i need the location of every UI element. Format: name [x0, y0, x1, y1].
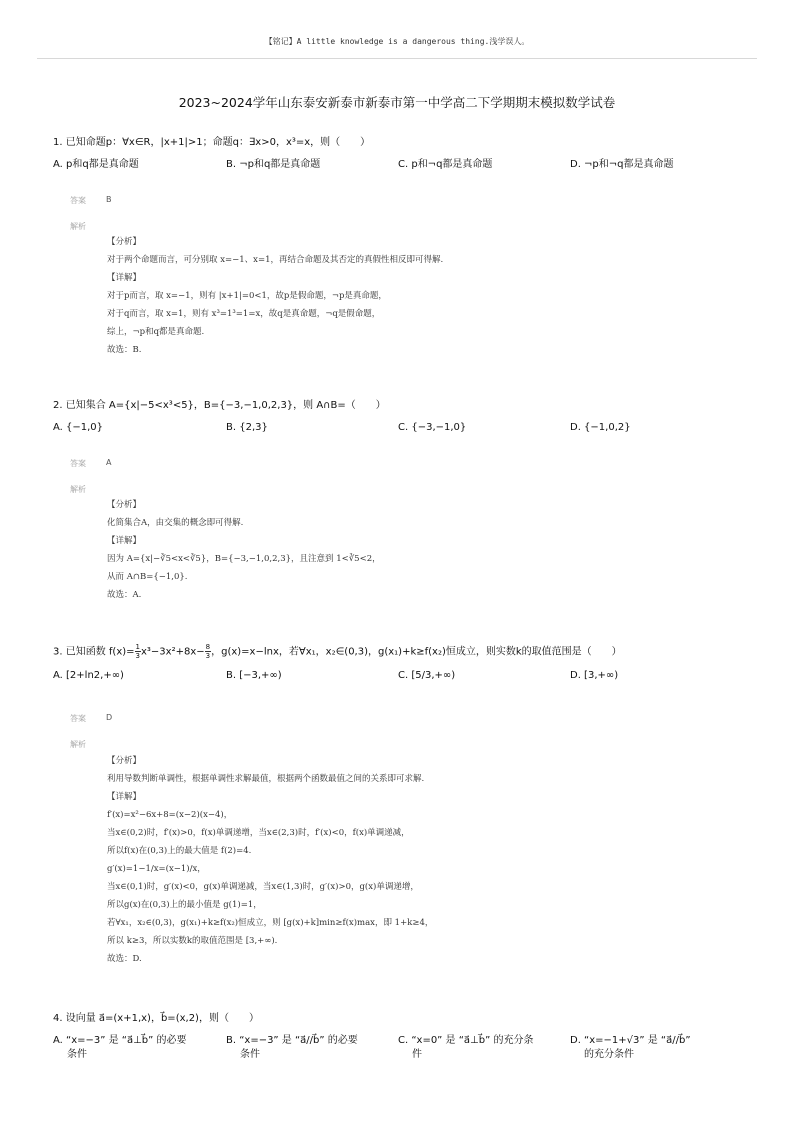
- q1-answer-label: 答案: [70, 196, 86, 205]
- q3-solution-line: 所以f(x)在(0,3)上的最大值是 f(2)=4.: [107, 846, 252, 856]
- exam-title: 2023~2024学年山东泰安新泰市新泰市第一中学高二下学期期末模拟数学试卷: [178, 95, 616, 110]
- q4-option-b-line: 条件: [240, 1049, 260, 1060]
- q1-solution-line: 对于q而言，取 x=1，则有 x³=1³=1=x，故q是真命题，¬q是假命题，: [107, 309, 381, 319]
- q4-option-c-line: C. “x=0” 是 “a⃗⊥b⃗” 的充分条: [398, 1035, 534, 1046]
- q3-solution-line: 【分析】: [107, 756, 142, 766]
- question-2-stem: 2. 已知集合 A={x|−5<x³<5}，B={−3,−1,0,2,3}，则 A∩B=（ ）: [53, 400, 386, 411]
- q1-option-a: A. p和q都是真命题: [53, 159, 139, 170]
- q2-solution-line: 【详解】: [107, 536, 142, 546]
- q3-solution-line: 当x∈(0,1)时，g′(x)<0，g(x)单调递减，当x∈(1,3)时，g′(x)>0，g(x)单调递增，: [107, 882, 419, 892]
- q2-answer-value: A: [106, 458, 112, 467]
- q3-fraction-denominator: 3: [135, 652, 140, 660]
- q2-option-d: D. {−1,0,2}: [570, 422, 631, 433]
- q2-solution-line: 从而 A∩B={−1,0}.: [107, 572, 188, 582]
- q4-option-b-line: B. “x=−3” 是 “a⃗//b⃗” 的必要: [226, 1035, 358, 1046]
- question-3-stem: [53, 643, 622, 660]
- q3-analysis-label: 解析: [70, 740, 86, 749]
- q3-fraction-denominator: 3: [205, 652, 211, 660]
- q1-solution-line: 【详解】: [107, 273, 142, 283]
- q1-option-b: B. ¬p和q都是真命题: [226, 159, 321, 170]
- q2-solution: [107, 496, 381, 604]
- q3-option-d: D. [3,+∞): [570, 670, 619, 681]
- q4-option-d: [570, 1034, 691, 1062]
- q3-solution-line: 当x∈(0,2)时，f′(x)>0，f(x)单调递增，当x∈(2,3)时，f′(x)<0，f(x)单调递减，: [107, 828, 410, 838]
- q3-option-a: A. [2+ln2,+∞): [53, 670, 124, 681]
- question-1-stem: 1. 已知命题p：∀x∈R，|x+1|>1；命题q：∃x>0，x³=x，则（ ）: [53, 137, 371, 148]
- q3-fraction-numerator: 8: [205, 643, 211, 651]
- q4-option-a-line: A. “x=−3” 是 “a⃗⊥b⃗” 的必要: [53, 1035, 187, 1046]
- q1-answer-value: B: [106, 195, 112, 204]
- q1-solution-line: 【分析】: [107, 237, 142, 247]
- q3-solution-line: 所以g(x)在(0,3)上的最小值是 g(1)=1，: [107, 900, 262, 910]
- q1-option-d: D. ¬p和¬q都是真命题: [570, 159, 674, 170]
- q2-option-a: A. {−1,0}: [53, 422, 104, 433]
- q3-stem-part: ，g(x)=x−lnx，若∀x₁，x₂∈(0,3)，g(x₁)+k≥f(x₂)恒成立，则实数k的取值范围是（ ）: [211, 646, 622, 658]
- q4-option-d-line: D. “x=−1+√3” 是 “a⃗//b⃗”: [570, 1035, 691, 1046]
- q3-solution-line: f′(x)=x²−6x+8=(x−2)(x−4)，: [107, 810, 233, 820]
- q2-option-c: C. {−3,−1,0}: [398, 422, 467, 433]
- q2-analysis-label: 解析: [70, 485, 86, 494]
- q3-stem-part: x³−3x²+8x−: [141, 646, 205, 658]
- q2-answer-label: 答案: [70, 459, 86, 468]
- q3-option-c: C. [5/3,+∞): [398, 670, 456, 681]
- q2-solution-line: 故选：A.: [107, 590, 142, 600]
- q3-solution: [107, 752, 433, 968]
- q1-solution-line: 对于两个命题而言，可分别取 x=−1、x=1，再结合命题及其否定的真假性相反即可得解.: [107, 255, 444, 265]
- q3-solution-line: 【详解】: [107, 792, 142, 802]
- q4-option-d-line: 的充分条件: [584, 1049, 634, 1060]
- q2-solution-line: 化简集合A，由交集的概念即可得解.: [107, 518, 244, 528]
- q3-answer-label: 答案: [70, 714, 86, 723]
- q3-option-b: B. [−3,+∞): [226, 670, 282, 681]
- q4-option-a-line: 条件: [67, 1049, 87, 1060]
- q2-option-b: B. {2,3}: [226, 422, 268, 433]
- q4-option-c-line: 件: [412, 1049, 422, 1060]
- q3-solution-line: 利用导数判断单调性，根据单调性求解最值，根据两个函数最值之间的关系即可求解.: [107, 774, 425, 784]
- page-header: 【铭记】A little knowledge is a dangerous thing.浅学误人。: [264, 37, 530, 46]
- q3-solution-line: 故选：D.: [107, 954, 142, 964]
- q3-solution-line: g′(x)=1−1/x=(x−1)/x，: [107, 864, 206, 874]
- q1-solution-line: 故选：B.: [107, 345, 142, 355]
- q1-analysis-label: 解析: [70, 222, 86, 231]
- q3-stem-part: 3. 已知函数 f(x)=: [53, 646, 135, 658]
- q2-solution-line: 因为 A={x|−∛5<x<∛5}，B={−3,−1,0,2,3}，且注意到 1<∛5<2，: [107, 554, 381, 564]
- q2-solution-line: 【分析】: [107, 500, 142, 510]
- q4-option-a: [53, 1034, 187, 1062]
- q1-solution-line: 综上，¬p和q都是真命题.: [107, 327, 205, 337]
- question-4-stem: 4. 设向量 a⃗=(x+1,x)，b⃗=(x,2)，则（ ）: [53, 1013, 259, 1024]
- q4-option-b: [226, 1034, 358, 1062]
- q1-solution: [107, 233, 443, 359]
- q4-option-c: [398, 1034, 533, 1062]
- q3-fraction-numerator: 1: [135, 643, 140, 651]
- q3-solution-line: 所以 k≥3，所以实数k的取值范围是 [3,+∞).: [107, 936, 278, 946]
- header-divider: [37, 58, 757, 59]
- q1-option-c: C. p和¬q都是真命题: [398, 159, 493, 170]
- q3-answer-value: D: [106, 713, 113, 722]
- q3-solution-line: 若∀x₁，x₂∈(0,3)，g(x₁)+k≥f(x₂)恒成立，则 [g(x)+k]min≥f(x)max，即 1+k≥4，: [107, 918, 434, 928]
- q1-solution-line: 对于p而言，取 x=−1，则有 |x+1|=0<1，故p是假命题，¬p是真命题，: [107, 291, 387, 301]
